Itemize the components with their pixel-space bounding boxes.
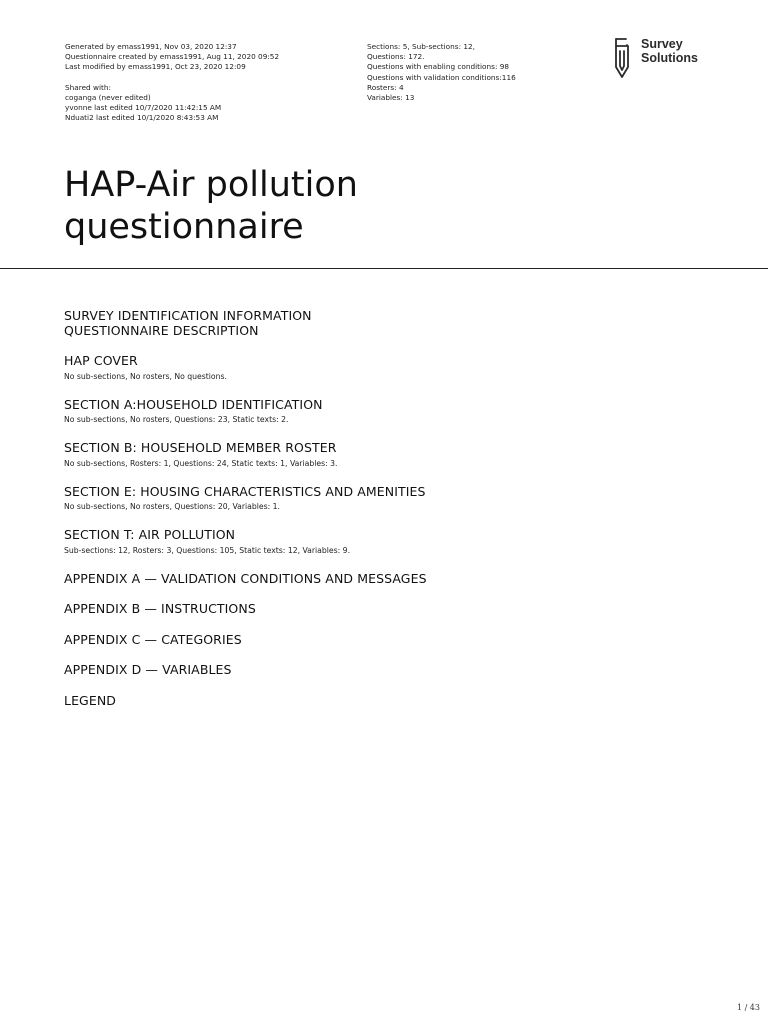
questionnaire-stats [367, 42, 516, 103]
document-meta [65, 42, 279, 123]
shared-with-label: Shared with: [65, 82, 111, 92]
toc-section-title[interactable]: HAP COVER [64, 353, 138, 368]
logo-text-line1: Survey [641, 37, 683, 51]
toc-appendix-c[interactable]: APPENDIX C — CATEGORIES [64, 631, 242, 647]
toc-entry[interactable]: QUESTIONNAIRE DESCRIPTION [64, 322, 259, 338]
page-title-line2: questionnaire [64, 207, 304, 247]
toc-section-title[interactable]: SECTION T: AIR POLLUTION [64, 527, 236, 542]
stat-line: Questions: 172. [367, 52, 425, 62]
toc-section [64, 441, 704, 469]
toc-section-summary: No sub-sections, No rosters, No questions. [64, 371, 227, 381]
toc-section-summary: No sub-sections, No rosters, Questions: 20, Variables: 1. [64, 502, 280, 511]
toc-section-title[interactable]: SECTION A:HOUSEHOLD IDENTIFICATION [64, 396, 323, 412]
toc-appendix-d[interactable]: APPENDIX D — VARIABLES [64, 662, 232, 677]
stat-line: Questions with validation conditions:116 [367, 72, 516, 82]
page-title-line1: HAP-Air pollution [64, 165, 358, 205]
stat-line: Questions with enabling conditions: 98 [367, 62, 510, 72]
shared-user: yvonne last edited 10/7/2020 11:42:15 AM [65, 103, 222, 113]
survey-solutions-logo-icon [613, 37, 631, 79]
toc-legend[interactable]: LEGEND [64, 692, 117, 708]
logo-text-line2: Solutions [641, 51, 698, 65]
toc-appendix-a[interactable]: APPENDIX A — VALIDATION CONDITIONS AND MESSAGES [64, 570, 427, 586]
toc-entry[interactable]: SURVEY IDENTIFICATION INFORMATION [64, 308, 312, 323]
table-of-contents [64, 309, 704, 708]
page-title [64, 164, 704, 248]
toc-section-summary: Sub-sections: 12, Rosters: 3, Questions: 105, Static texts: 12, Variables: 9. [64, 545, 351, 555]
stat-line: Variables: 13 [367, 93, 415, 103]
shared-user: coganga (never edited) [65, 92, 151, 102]
toc-appendix-b[interactable]: APPENDIX B — INSTRUCTIONS [64, 601, 256, 616]
created-by: Questionnaire created by emass1991, Aug 11, 2020 09:52 [65, 52, 280, 62]
stat-line: Sections: 5, Sub-sections: 12, [367, 42, 475, 51]
title-divider [0, 268, 768, 269]
toc-section [64, 528, 704, 556]
toc-section-title[interactable]: SECTION B: HOUSEHOLD MEMBER ROSTER [64, 440, 337, 455]
page-number: 1 / 43 [736, 1003, 760, 1012]
toc-section-summary: No sub-sections, Rosters: 1, Questions: 24, Static texts: 1, Variables: 3. [64, 458, 338, 468]
toc-section [64, 354, 704, 382]
toc-section [64, 485, 704, 513]
shared-user: Nduati2 last edited 10/1/2020 8:43:53 AM [65, 113, 219, 123]
survey-solutions-logo [613, 37, 713, 77]
toc-section-summary: No sub-sections, No rosters, Questions: 23, Static texts: 2. [64, 415, 289, 424]
stat-line: Rosters: 4 [367, 82, 404, 92]
toc-section-title[interactable]: SECTION E: HOUSING CHARACTERISTICS AND AMENITIES [64, 483, 426, 499]
toc-section [64, 398, 704, 426]
generated-by: Generated by emass1991, Nov 03, 2020 12:37 [65, 42, 237, 51]
last-modified: Last modified by emass1991, Oct 23, 2020 12:09 [65, 62, 246, 72]
